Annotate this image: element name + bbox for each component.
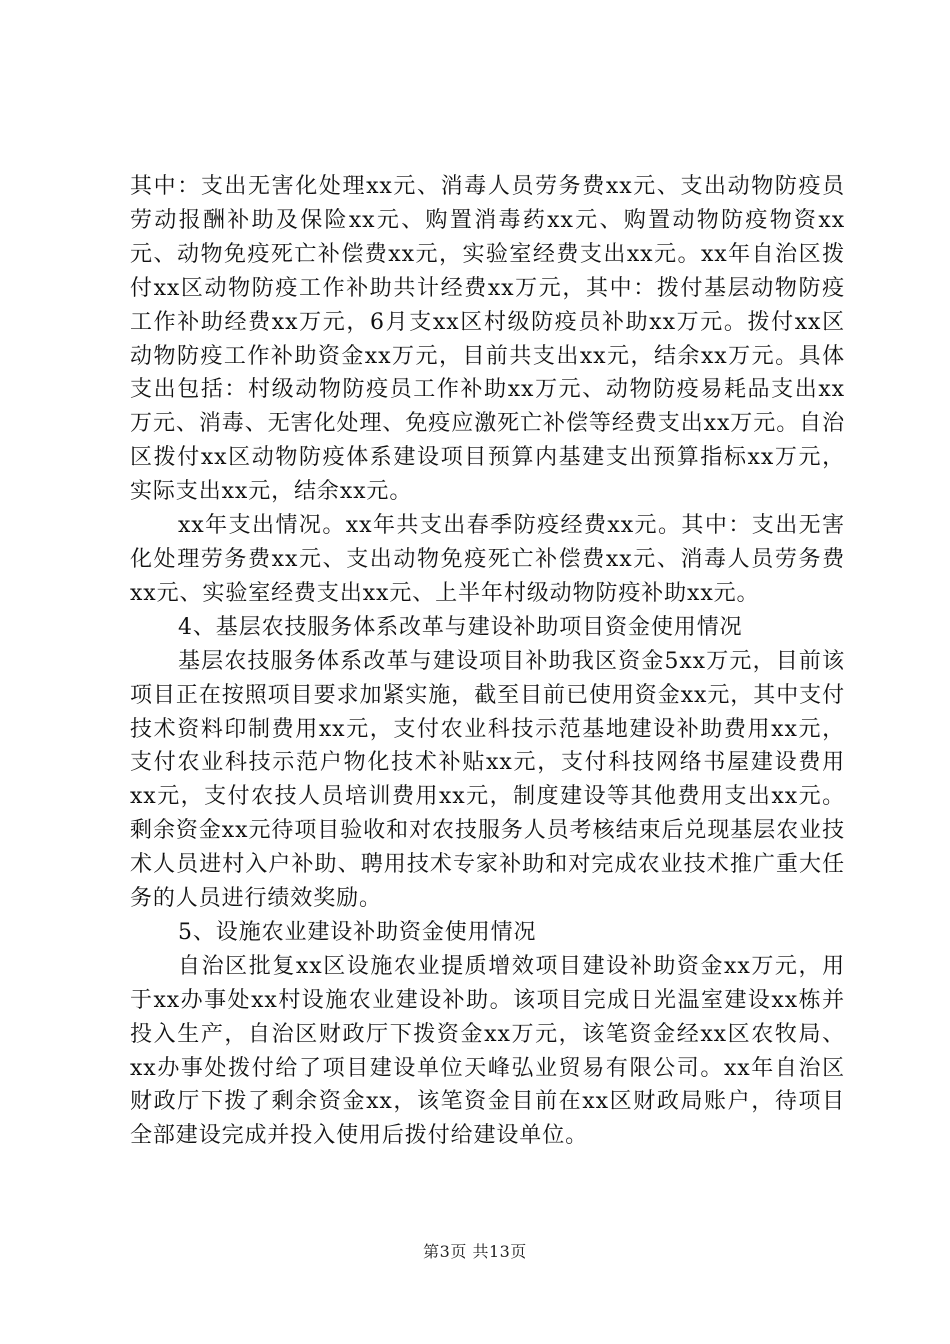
paragraph-annual-expenditure: xx年支出情况。xx年共支出春季防疫经费xx元。其中：支出无害化处理劳务费xx元、支出动物免疫死亡补偿费xx元、消毒人员劳务费xx元、实验室经费支出xx元、上半年村级动物防疫补助xx元。 xyxy=(130,513,845,606)
page-number-footer: 第3页 共13页 xyxy=(423,1242,527,1261)
section-heading-5: 5、设施农业建设补助资金使用情况 xyxy=(178,919,537,945)
section-heading-4: 4、基层农技服务体系改革与建设补助项目资金使用情况 xyxy=(178,614,743,640)
paragraph-agri-tech-service: 基层农技服务体系改革与建设项目补助我区资金5xx万元，目前该项目正在按照项目要求加紧实施，截至目前已使用资金xx元，其中支付技术资料印制费用xx元，支付农业科技示范基地建设补助费用xx元，支付农业科技示范户物化技术补贴xx元，支付科技网络书屋建设费用xx元，支付农技人员培训费用xx元，制度建设等其他费用支出xx元。剩余资金xx元待项目验收和对农技服务人员考核结束后兑现基层农业技术人员进村入户补助、聘用技术专家补助和对完成农业技术推广重大任务的人员进行绩效奖励。 xyxy=(130,648,845,912)
paragraph-facility-agriculture: 自治区批复xx区设施农业提质增效项目建设补助资金xx万元，用于xx办事处xx村设施农业建设补助。该项目完成日光温室建设xx栋并投入生产，自治区财政厅下拨资金xx万元，该笔资金经xx区农牧局、xx办事处拨付给了项目建设单位天峰弘业贸易有限公司。xx年自治区财政厅下拨了剩余资金xx，该笔资金目前在xx区财政局账户，待项目全部建设完成并投入使用后拨付给建设单位。 xyxy=(130,953,845,1149)
document-body xyxy=(130,170,845,1153)
paragraph-animal-epidemic-expenditure: 其中：支出无害化处理xx元、消毒人员劳务费xx元、支出动物防疫员劳动报酬补助及保险xx元、购置消毒药xx元、购置动物防疫物资xx元、动物免疫死亡补偿费xx元，实验室经费支出xx元。xx年自治区拨付xx区动物防疫工作补助共计经费xx万元，其中：拨付基层动物防疫工作补助经费xx万元，6月支xx区村级防疫员补助xx万元。拨付xx区动物防疫工作补助资金xx万元，目前共支出xx元，结余xx万元。具体支出包括：村级动物防疫员工作补助xx万元、动物防疫易耗品支出xx万元、消毒、无害化处理、免疫应激死亡补偿等经费支出xx万元。自治区拨付xx区动物防疫体系建设项目预算内基建支出预算指标xx万元，实际支出xx元，结余xx元。 xyxy=(130,174,845,505)
